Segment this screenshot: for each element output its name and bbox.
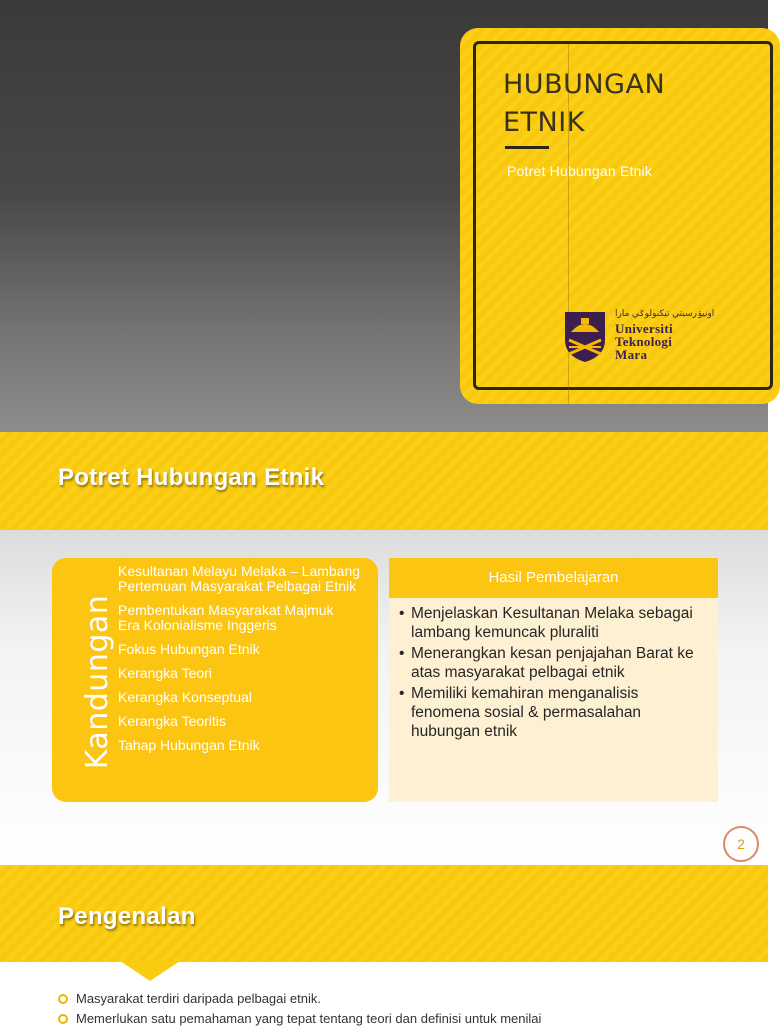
presentation-subtitle: Potret Hubungan Etnik [507,163,653,179]
introduction-item: Memerlukan satu pemahaman yang tepat tentang teori dan definisi untuk menilai [58,1009,738,1029]
uitm-logo [563,308,715,368]
uitm-crest-icon [563,310,607,364]
slide-header-band [0,865,768,962]
learning-outcome-item: • Menerangkan kesan penjajahan Barat ke atas masyarakat pelbagai etnik [401,644,708,682]
learning-outcome-item: • Menjelaskan Kesultanan Melaka sebagai lambang kemuncak pluraliti [401,604,708,642]
learning-outcome-item: • Memiliki kemahiran menganalisis fenomena sosial & permasalahan hubungan etnik [401,684,708,741]
introduction-item: Masyarakat terdiri daripada pelbagai etnik. [58,989,738,1009]
logo-wordmark: Universiti Teknologi Mara [615,321,673,362]
contents-panel [52,558,378,802]
contents-list [118,564,370,762]
contents-item: Pembentukan Masyarakat Majmuk [118,602,334,618]
title-underline [505,146,549,149]
title-line-2: ETNIK [503,107,585,138]
introduction-slide [0,865,768,1024]
slide-title: Pengenalan [58,903,196,930]
contents-label: Kandungan [80,594,115,770]
title-slide [0,0,768,432]
contents-item: Kesultanan Melayu Melaka – Lambang Pertemuan Masyarakat Pelbagai Etnik [118,563,361,594]
title-line-1: HUBUNGAN [503,69,666,100]
contents-item: Kerangka Teori [118,665,212,681]
header-notch [120,961,180,981]
contents-slide [0,432,768,864]
slide-title: Potret Hubungan Etnik [58,464,325,491]
contents-item: Tahap Hubungan Etnik [118,737,260,753]
contents-item: Kerangka Teoritis [118,713,226,729]
contents-item: Kerangka Konseptual [118,689,252,705]
learning-outcomes-panel [389,558,718,802]
learning-outcomes-title: Hasil Pembelajaran [389,558,718,598]
logo-arabic-text: اونيۏرسيتي تيكنولوݢي مارا [615,308,715,318]
slide-header-band [0,432,768,530]
contents-item: Era Kolonialisme Inggeris [118,617,277,633]
learning-outcomes-list [389,598,718,741]
presentation-title [503,66,743,142]
contents-item: Fokus Hubungan Etnik [118,641,260,657]
page-number-badge: 2 [723,826,759,862]
introduction-list [58,989,738,1029]
